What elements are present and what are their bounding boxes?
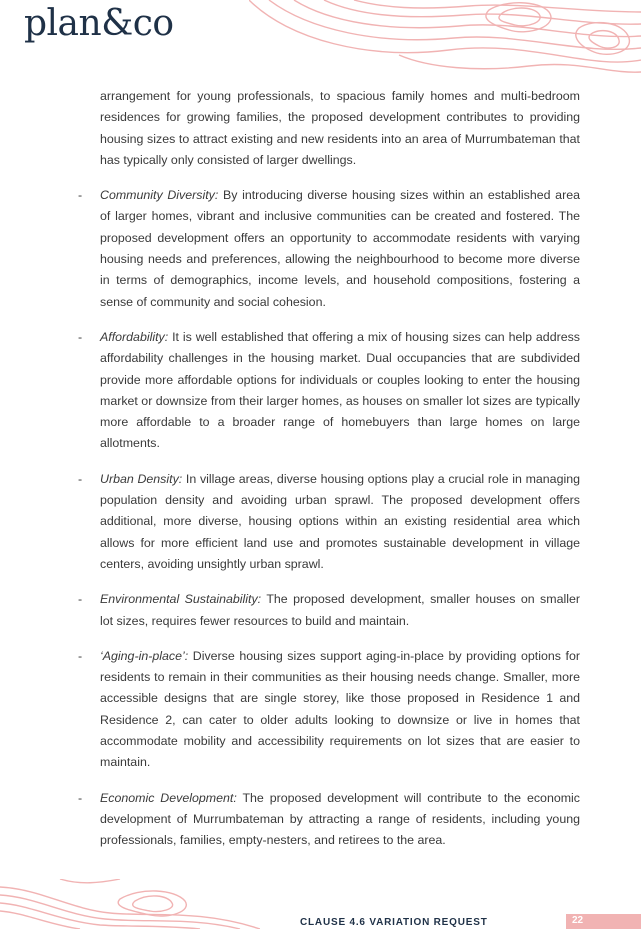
- list-item-community-diversity: [78, 185, 580, 313]
- list-item-aging-in-place: [78, 646, 580, 774]
- list-item-environmental-sustainability: [78, 589, 580, 632]
- item-term: Urban Density:: [100, 471, 183, 486]
- footer-document-title: CLAUSE 4.6 VARIATION REQUEST: [300, 917, 488, 928]
- item-term: ‘Aging-in-place’:: [100, 648, 189, 663]
- item-term: Economic Development:: [100, 790, 237, 805]
- page-number-badge: [566, 914, 641, 929]
- bullet-dash: -: [78, 648, 83, 663]
- bullet-dash: -: [78, 471, 83, 486]
- item-text: The proposed development will contribute to the economic development of Murrumbateman by attracting a range of residents, including young professionals, families, empty-nesters, and retirees to the area.: [100, 790, 580, 848]
- plan-co-logo: plan&co: [24, 3, 174, 44]
- item-text: In village areas, diverse housing options play a crucial role in managing population density and avoiding urban sprawl. The proposed development offers additional, more diverse, housing options within an existing residential area which allows for more efficient land use and promotes sustainable development in village centers, avoiding unsightly urban sprawl.: [100, 471, 580, 571]
- item-term: Affordability:: [100, 329, 169, 344]
- list-item-urban-density: [78, 469, 580, 575]
- bullet-dash: -: [78, 329, 83, 344]
- page-number: 22: [572, 915, 584, 926]
- list-item-affordability: [78, 327, 580, 455]
- document-body: [78, 86, 580, 866]
- intro-paragraph: arrangement for young professionals, to spacious family homes and multi-bedroom residences for growing families, the proposed development contributes to providing housing sizes to attract existing and new residents into an area of Murrumbateman that has typically only consisted of larger dwellings.: [100, 89, 580, 167]
- bullet-dash: -: [78, 592, 83, 607]
- topographic-decoration-bottom: [0, 879, 260, 929]
- list-item-economic-development: [78, 788, 580, 852]
- bullet-dash: -: [78, 790, 83, 805]
- bullet-dash: -: [78, 188, 83, 203]
- item-text: Diverse housing sizes support aging-in-place by providing options for residents to remain in their communities as their housing needs change. Smaller, more accessible designs that are single storey, like those proposed in Residence 1 and Residence 2, can cater to older adults looking to downsize or live in homes that accommodate mobility and accessibility requirements on lot sizes that are easier to maintain.: [100, 648, 580, 770]
- item-text: It is well established that offering a mix of housing sizes can help address affordability challenges in the housing market. Dual occupancies that are subdivided provide more affordable options for individuals or couples looking to enter the housing market or downsize from their larger homes, as houses on smaller lot sizes are typically more affordable to a broader range of homebuyers than large homes on large allotments.: [100, 329, 580, 451]
- item-term: Environmental Sustainability:: [100, 592, 262, 607]
- item-text: The proposed development, smaller houses on smaller lot sizes, requires fewer resources to build and maintain.: [100, 592, 580, 628]
- item-term: Community Diversity:: [100, 188, 219, 203]
- item-text: By introducing diverse housing sizes within an established area of larger homes, vibrant and inclusive communities can be created and fostered. The proposed development offers an opportunity to accommodate residents with varying housing needs and preferences, allowing the neighbourhood to become more diverse in terms of demographics, income levels, and household compositions, fostering a sense of community and social cohesion.: [100, 188, 580, 309]
- topographic-decoration-top: [249, 0, 641, 78]
